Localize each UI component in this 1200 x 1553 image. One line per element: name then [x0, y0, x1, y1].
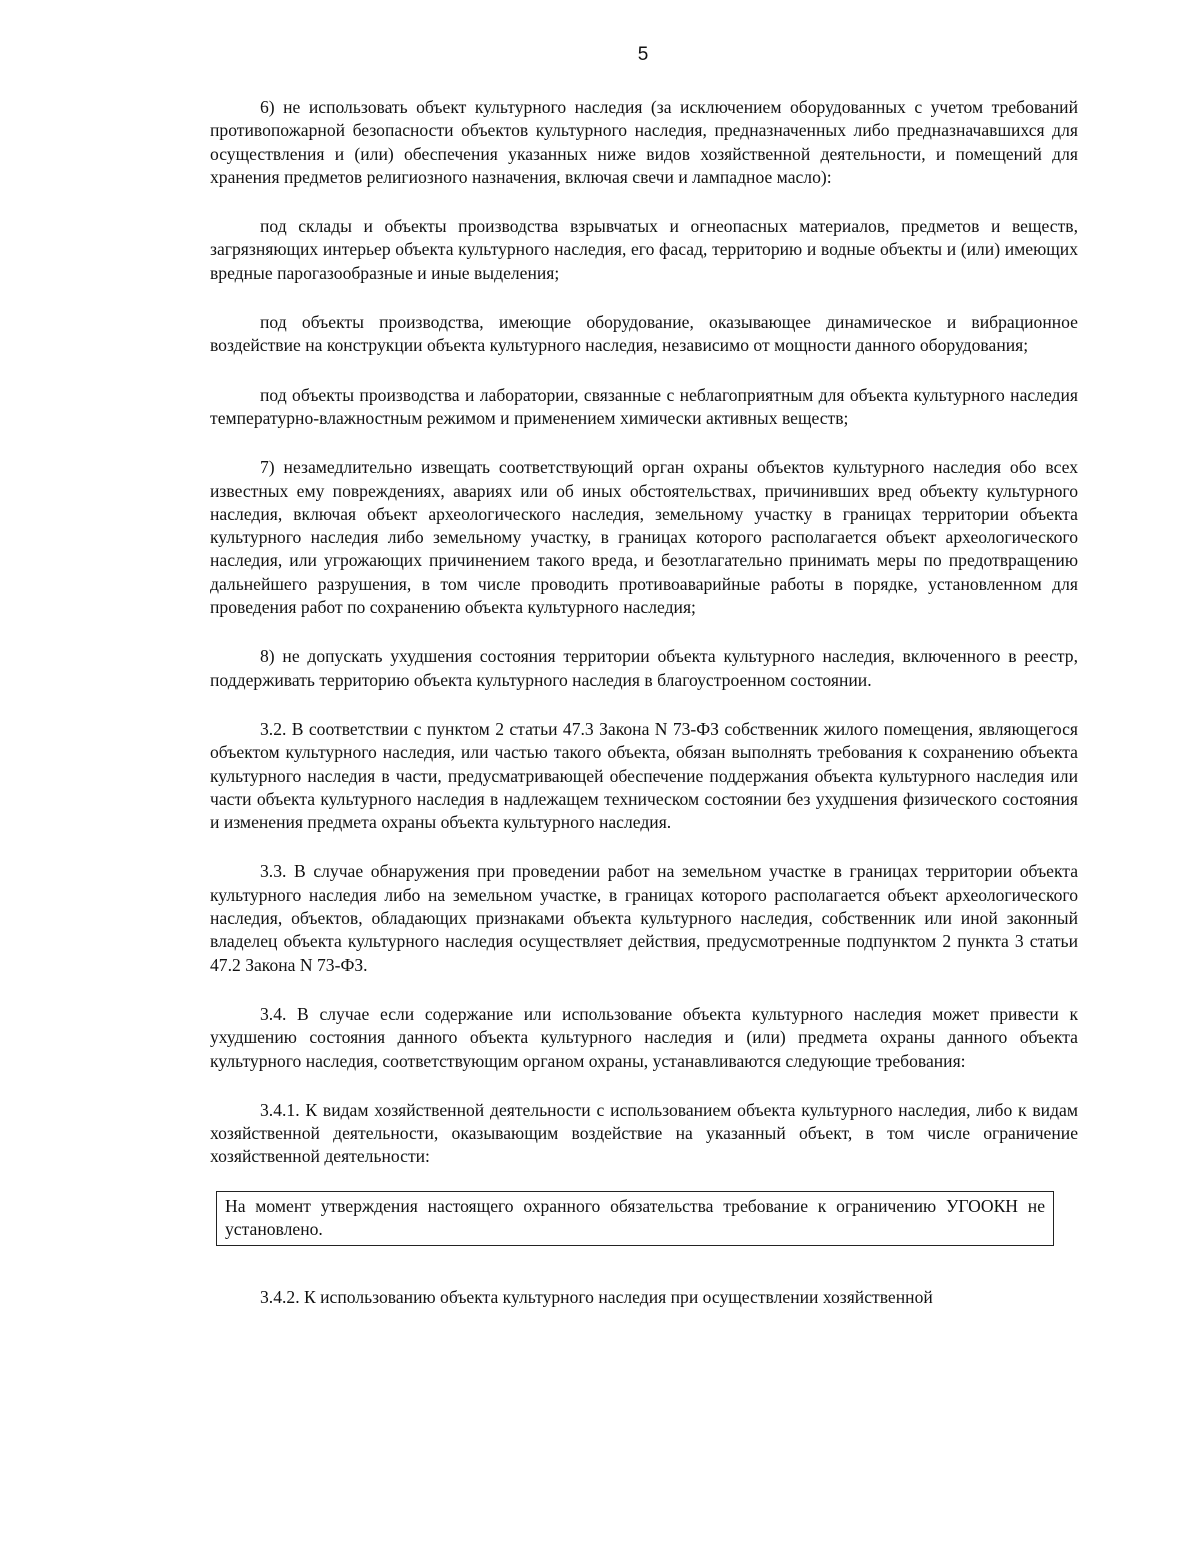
paragraph-laboratories: под объекты производства и лаборатории, связанные с неблагоприятным для объекта культурного наследия температурно-влажностным режимом и применением химически активных веществ;: [210, 384, 1078, 428]
paragraph-3-2: 3.2. В соответствии с пунктом 2 статьи 47.3 Закона N 73-ФЗ собственник жилого помещения, являющегося объектом культурного наследия, или частью такого объекта, обязан выполнять требования к сохранению объекта культурного наследия в части, предусматривающей обеспечение поддержания объекта культурного наследия или части объекта культурного наследия в надлежащем техническом состоянии без ухудшения физического состояния и изменения предмета охраны объекта культурного наследия.: [210, 718, 1078, 833]
paragraph-3-3: 3.3. В случае обнаружения при проведении работ на земельном участке в границах территории объекта культурного наследия либо на земельном участке, в границах которого располагается объект археологического наследия, объектов, обладающих признаками объекта культурного наследия, собственник или иной законный владелец объекта культурного наследия осуществляет действия, предусмотренные подпунктом 2 пункта 3 статьи 47.2 Закона N 73-ФЗ.: [210, 861, 1078, 975]
document-body: [210, 96, 1078, 1336]
paragraph-warehouses: под склады и объекты производства взрывчатых и огнеопасных материалов, предметов и веществ, загрязняющих интерьер объекта культурного наследия, его фасад, территорию и водные объекты и (или) имеющих вредные парогазообразные и иные выделения;: [210, 216, 1078, 283]
paragraph-3-4-1: 3.4.1. К видам хозяйственной деятельности с использованием объекта культурного наследия, либо к видам хозяйственной деятельности, оказывающим воздействие на указанный объект, в том числе ограничение хозяйственной деятельности:: [210, 1099, 1078, 1167]
notice-text: На момент утверждения настоящего охранного обязательства требование к ограничению УГООКН не установлено.: [225, 1195, 1045, 1239]
paragraph-3-4: 3.4. В случае если содержание или использование объекта культурного наследия может привести к ухудшению состояния данного объекта культурного наследия и (или) предмета охраны данного объекта культурного наследия, соответствующим органом охраны, устанавливаются следующие требования:: [210, 1003, 1078, 1071]
page-number: 5: [637, 44, 649, 65]
paragraph-8: 8) не допускать ухудшения состояния территории объекта культурного наследия, включенного в реестр, поддерживать территорию объекта культурного наследия в благоустроенном состоянии.: [210, 646, 1078, 690]
paragraph-7: 7) незамедлительно извещать соответствующий орган охраны объектов культурного наследия обо всех известных ему повреждениях, авариях или об иных обстоятельствах, причинивших вред объекту культурного наследия, включая объект археологического наследия, земельному участку в границах территории объекта культурного наследия либо земельному участку, в границах которого располагается объект археологического наследия, или угрожающих причинением такого вреда, и безотлагательно принимать меры по предотвращению дальнейшего разрушения, в том числе проводить противоаварийные работы в порядке, установленном для проведения работ по сохранению объекта культурного наследия;: [210, 457, 1078, 618]
notice-box: [216, 1191, 1054, 1247]
paragraph-3-4-2: 3.4.2. К использованию объекта культурного наследия при осуществлении хозяйственной: [260, 1287, 933, 1308]
paragraph-production-equipment: под объекты производства, имеющие оборудование, оказывающее динамическое и вибрационное воздействие на конструкции объекта культурного наследия, независимо от мощности данного оборудования;: [210, 312, 1078, 356]
paragraph-6: 6) не использовать объект культурного наследия (за исключением оборудованных с учетом требований противопожарной безопасности объектов культурного наследия, предназначенных либо предназначавшихся для осуществления и (или) обеспечения указанных ниже видов хозяйственной деятельности, и помещений для хранения предметов религиозного назначения, включая свечи и лампадное масло):: [210, 97, 1078, 187]
